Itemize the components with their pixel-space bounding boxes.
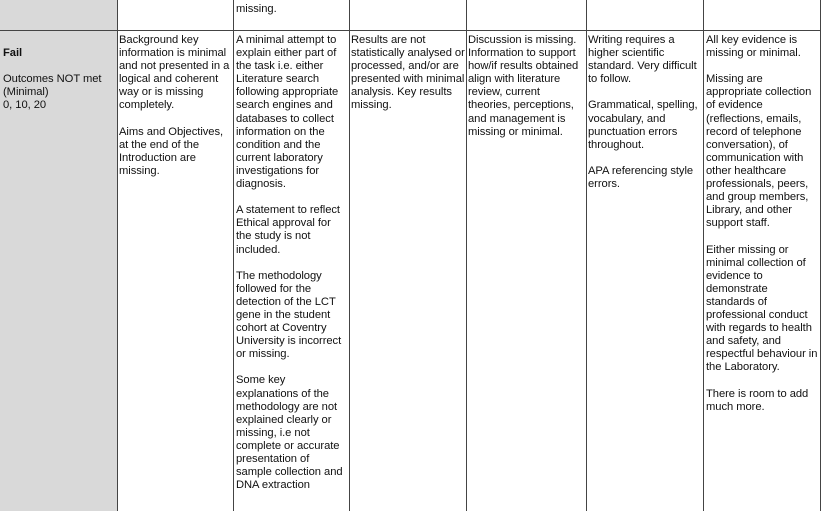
outcomes-text: Outcomes NOT met (Minimal) 0, 10, 20: [3, 73, 102, 112]
grid-line: [820, 0, 821, 511]
background-criteria-cell: Background key information is minimal and not presented in a logical and coherent way or is missing completely. Aims and Objectives, at the end of the Introduction are missing.: [119, 34, 230, 177]
grid-line: [117, 0, 118, 511]
fail-grade-cell: [3, 34, 116, 126]
grid-line: [349, 0, 350, 511]
discussion-criteria-cell: Discussion is missing. Information to support how/if results obtained align with literature review, current theories, perceptions, and management is missing or minimal.: [468, 34, 579, 138]
evidence-criteria-cell: All key evidence is missing or minimal. Missing are appropriate collection of evidence (reflections, emails, record of telephone conversation), of communication with other healthcare professionals, peers, and group members, Library, and other support staff. Either missing or minimal collection of evidence to demonstrate standards of professional conduct with regards to health and safety, and respectful behaviour in the Laboratory. There is room to add much more.: [706, 34, 818, 413]
grid-line: [233, 0, 234, 511]
row-divider: [0, 30, 820, 31]
grid-line: [466, 0, 467, 511]
previous-row-methods-tail: missing.: [236, 3, 277, 15]
results-criteria-cell: Results are not statistically analysed or processed, and/or are presented with minimal analysis. Key results missing.: [351, 34, 465, 112]
grade-label: Fail: [3, 47, 23, 60]
grid-line: [586, 0, 587, 511]
grid-line: [703, 0, 704, 511]
writing-criteria-cell: Writing requires a higher scientific standard. Very difficult to follow. Grammatical, spelling, vocabulary, and punctuation errors throughout. APA referencing style errors.: [588, 34, 698, 191]
methods-criteria-cell: A minimal attempt to explain either part of the task i.e. either Literature search following appropriate search engines and databases to collect information on the condition and the current laboratory investigations for diagnosis. A statement to reflect Ethical approval for the study is not included. The methodology followed for the detection of the LCT gene in the student cohort at Coventry University is incorrect or missing. Some key explanations of the methodology are not explained clearly or missing, i.e not complete or accurate presentation of sample collection and DNA extraction: [236, 34, 343, 492]
